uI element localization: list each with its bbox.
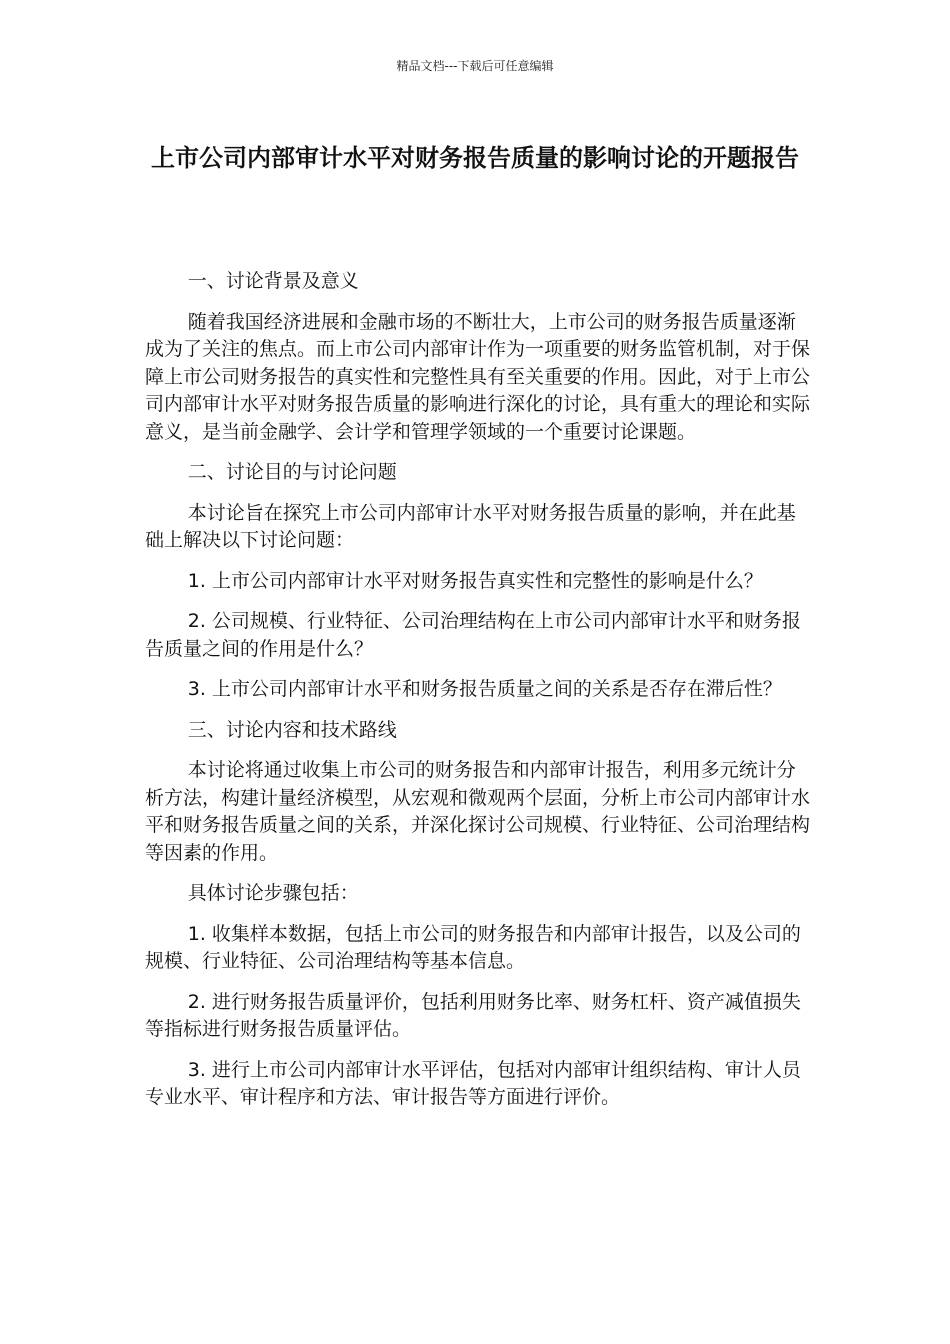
- paragraph-steps-intro: 具体讨论步骤包括：: [187, 882, 359, 904]
- section-heading-background: 一、讨论背景及意义: [187, 270, 359, 292]
- document-body: [145, 268, 810, 1125]
- list-item-step-2: 2. 进行财务报告质量评价，包括利用财务比率、财务杠杆、资产减值损失等指标进行财务报告质量评估。: [145, 990, 801, 1040]
- paragraph-background: 随着我国经济进展和金融市场的不断壮大，上市公司的财务报告质量逐渐成为了关注的焦点。而上市公司内部审计作为一项重要的财务监管机制，对于保障上市公司财务报告的真实性和完整性具有至关重要的作用。因此，对于上市公司内部审计水平对财务报告质量的影响进行深化的讨论，具有重大的理论和实际意义，是当前金融学、会计学和管理学领域的一个重要讨论课题。: [145, 310, 811, 443]
- paragraph-content: 本讨论将通过收集上市公司的财务报告和内部审计报告，利用多元统计分析方法，构建计量经济模型，从宏观和微观两个层面，分析上市公司内部审计水平和财务报告质量之间的关系，并深化探讨公司规模、行业特征、公司治理结构等因素的作用。: [145, 759, 811, 864]
- section-heading-content: 三、讨论内容和技术路线: [187, 718, 397, 741]
- document-title: 上市公司内部审计水平对财务报告质量的影响讨论的开题报告: [151, 144, 799, 172]
- list-item-question-2: 2. 公司规模、行业特征、公司治理结构在上市公司内部审计水平和财务报告质量之间的作用是什么？: [145, 610, 801, 660]
- list-item-question-1: 1. 上市公司内部审计水平对财务报告真实性和完整性的影响是什么？: [187, 569, 763, 592]
- section-heading-purpose: 二、讨论目的与讨论问题: [187, 461, 397, 483]
- header-note: 精品文档---下载后可任意编辑: [396, 59, 554, 73]
- paragraph-purpose-intro: 本讨论旨在探究上市公司内部审计水平对财务报告质量的影响，并在此基础上解决以下讨论问题：: [145, 501, 796, 551]
- list-item-step-3: 3. 进行上市公司内部审计水平评估，包括对内部审计组织结构、审计人员专业水平、审计程序和方法、审计报告等方面进行评价。: [145, 1058, 801, 1108]
- list-item-question-3: 3. 上市公司内部审计水平和财务报告质量之间的关系是否存在滞后性？: [187, 678, 782, 700]
- list-item-step-1: 1. 收集样本数据，包括上市公司的财务报告和内部审计报告，以及公司的规模、行业特征、公司治理结构等基本信息。: [145, 922, 801, 972]
